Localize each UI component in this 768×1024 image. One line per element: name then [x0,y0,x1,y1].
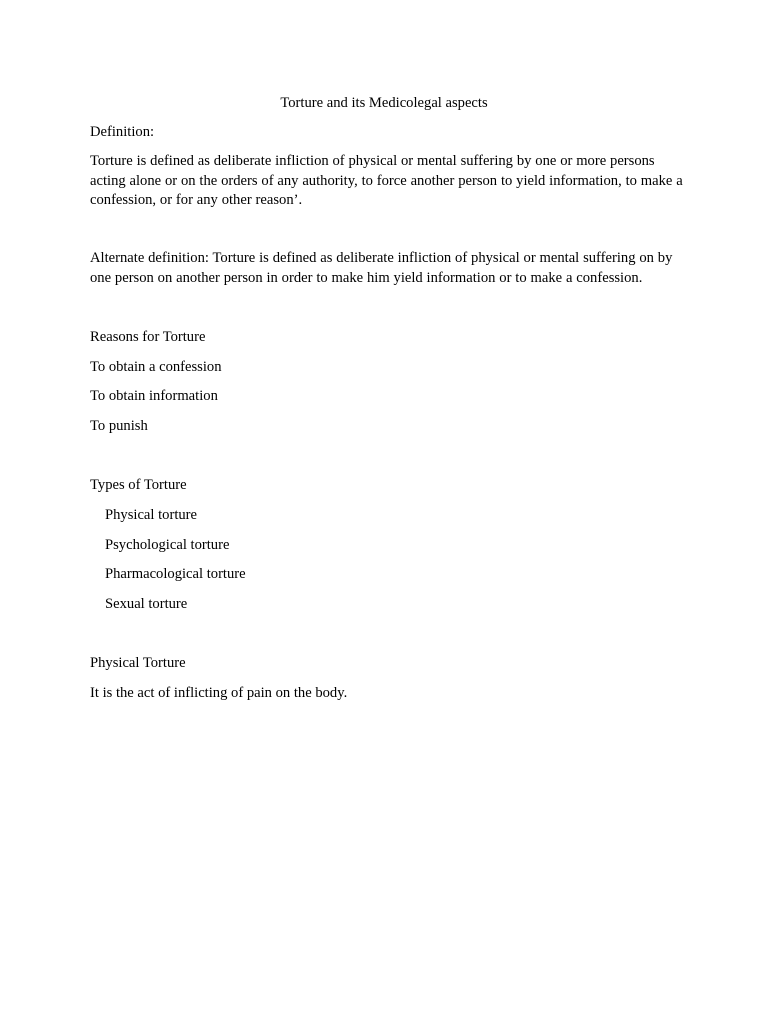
definition-paragraph: Torture is defined as deliberate infliction of physical or mental suffering by one or more persons acting alone or on the orders of any authority, to force another person to yield information, to make a confession, or for any other reason’. [90,153,683,208]
reason-item: To obtain a confession [90,359,222,375]
reason-item: To obtain information [90,388,218,404]
type-item: Physical torture [105,507,198,523]
physical-torture-text: It is the act of inflicting of pain on the body. [90,685,348,701]
physical-torture-heading: Physical Torture [90,655,186,671]
reasons-heading: Reasons for Torture [90,329,206,345]
alternate-definition-paragraph: Alternate definition: Torture is defined as deliberate infliction of physical or mental suffering on by one person on another person in order to make him yield information or to make a confession. [90,250,673,286]
document-title: Torture and its Medicolegal aspects [280,95,488,111]
reason-item: To punish [90,418,148,434]
types-heading: Types of Torture [90,477,187,493]
type-item: Pharmacological torture [105,566,246,582]
type-item: Sexual torture [105,596,188,612]
definition-heading: Definition: [90,124,155,140]
type-item: Psychological torture [105,537,230,553]
